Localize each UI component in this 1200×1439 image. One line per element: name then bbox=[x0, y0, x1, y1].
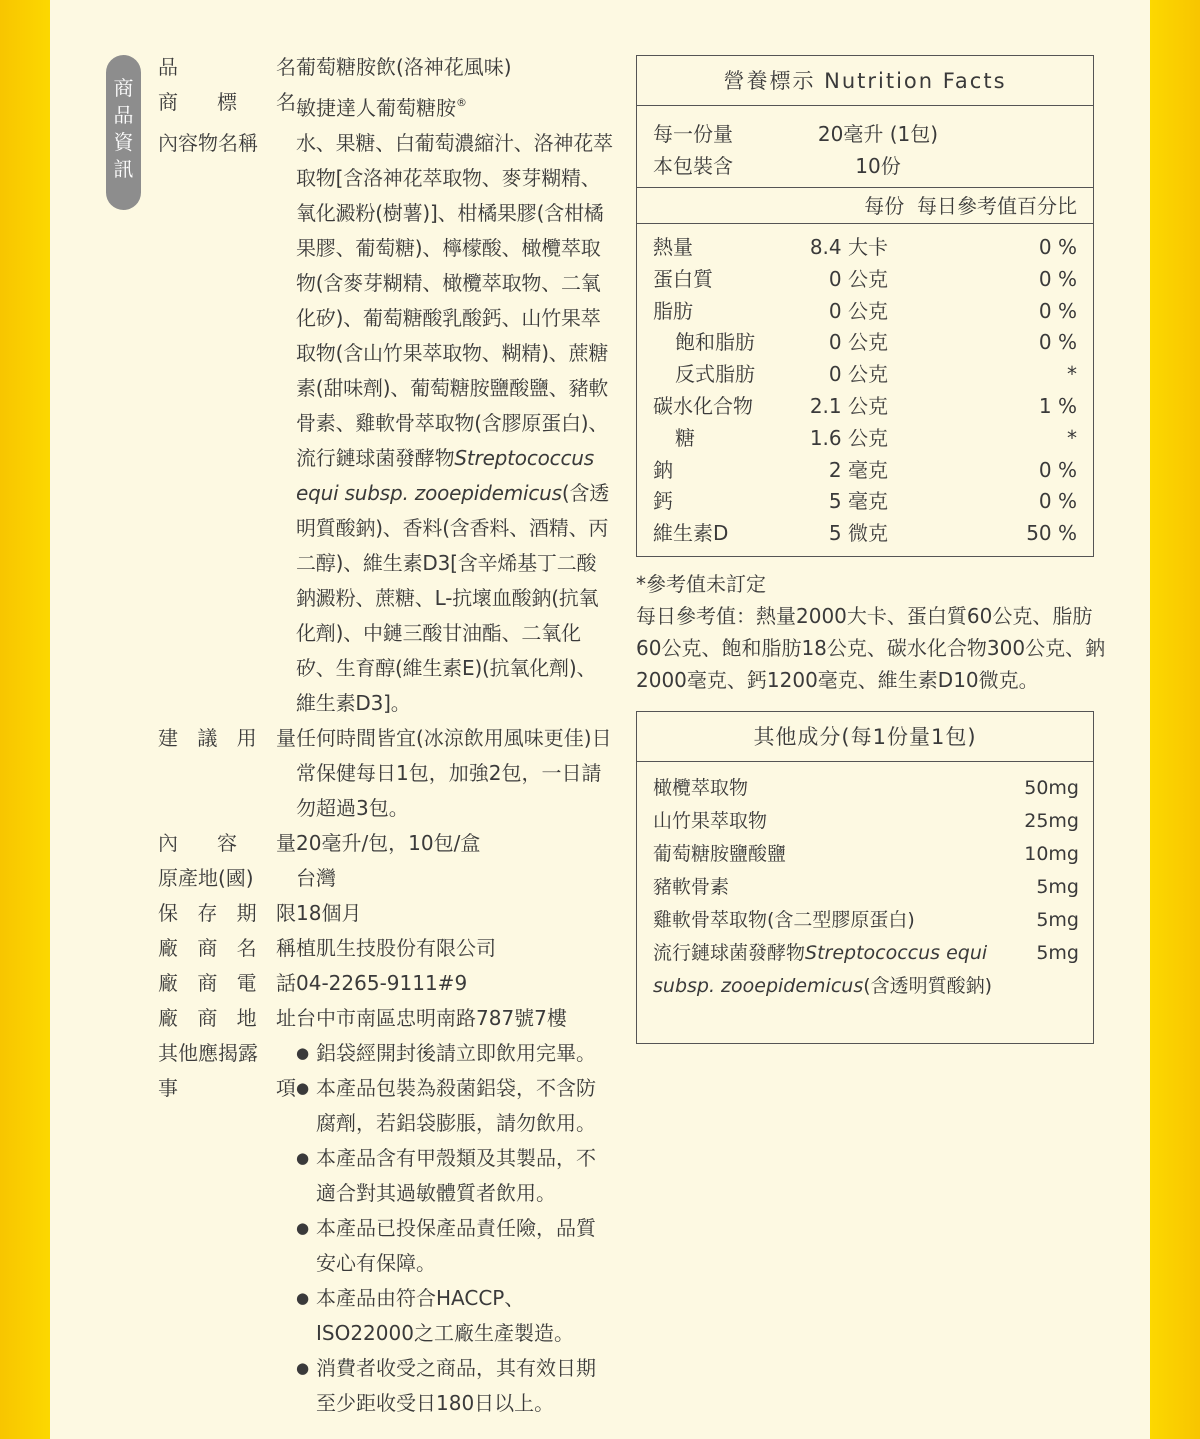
reference-note bbox=[636, 568, 1106, 696]
tag-char: 資 bbox=[113, 130, 134, 154]
label-char: 保 bbox=[158, 901, 178, 925]
label-char: 地 bbox=[236, 1006, 257, 1030]
info-label bbox=[158, 126, 296, 161]
info-value bbox=[296, 50, 613, 85]
nutrition-row bbox=[653, 327, 1077, 359]
other-ingredient-amount: 5mg bbox=[1036, 942, 1079, 964]
label-char: 原產地(國) bbox=[158, 866, 254, 890]
info-value-text: 台灣 bbox=[296, 866, 336, 890]
info-row bbox=[158, 50, 613, 85]
nutrient-daily-pct: 50 % bbox=[1026, 521, 1077, 546]
other-ingredients-rows bbox=[637, 762, 1093, 1003]
nutrition-row bbox=[653, 518, 1077, 550]
nutrient-amount: 0 公克 bbox=[828, 362, 888, 387]
other-ingredient-row bbox=[653, 904, 1079, 937]
tag-char: 品 bbox=[113, 103, 134, 127]
tag-char: 訊 bbox=[113, 157, 134, 181]
info-value bbox=[296, 1001, 613, 1036]
info-row bbox=[158, 126, 613, 721]
notice-item: ● 鋁袋經開封後請立即飲用完畢。 bbox=[296, 1036, 613, 1071]
other-ingredient-name bbox=[653, 904, 1009, 937]
nutrient-daily-pct: * bbox=[1067, 362, 1077, 387]
label-char: 限 bbox=[275, 901, 296, 925]
label-char: 話 bbox=[275, 971, 296, 995]
nutrition-rows bbox=[637, 224, 1093, 550]
other-ingredients-table bbox=[636, 711, 1094, 1044]
nutrient-name: 反式脂肪 bbox=[675, 362, 755, 387]
product-info-tag bbox=[106, 55, 141, 210]
label-char: 商 bbox=[197, 936, 218, 960]
servings-per-pack-value: 10份 bbox=[855, 154, 901, 178]
label-char: 事 bbox=[158, 1076, 178, 1100]
other-ingredient-row bbox=[653, 838, 1079, 871]
label-char: 名 bbox=[276, 90, 296, 114]
info-label bbox=[158, 85, 296, 120]
info-row bbox=[158, 896, 613, 931]
nutrient-name: 維生素D bbox=[653, 521, 729, 546]
nutrient-name: 脂肪 bbox=[653, 298, 693, 323]
label-char: 商 bbox=[197, 971, 218, 995]
label-char: 標 bbox=[217, 90, 237, 114]
label-char: 量 bbox=[275, 726, 296, 750]
info-value bbox=[296, 861, 613, 896]
label-char: 廠 bbox=[158, 1006, 178, 1030]
label-char: 電 bbox=[236, 971, 257, 995]
other-ingredient-name bbox=[653, 772, 1009, 805]
notice-item: ● 本產品包裝為殺菌鋁袋，不含防腐劑，若鋁袋膨脹，請勿飲用。 bbox=[296, 1071, 613, 1141]
nutrient-daily-pct: 0 % bbox=[1038, 298, 1077, 323]
info-value bbox=[296, 126, 613, 721]
left-yellow-border bbox=[0, 0, 50, 1439]
nutrient-daily-pct: 0 % bbox=[1038, 457, 1077, 482]
info-value-text: 18個月 bbox=[296, 901, 362, 925]
latin-name: Streptococcus equi subsp. zooepidemicus bbox=[296, 446, 594, 505]
nutrient-amount: 0 公克 bbox=[828, 298, 888, 323]
nutrient-name: 蛋白質 bbox=[653, 266, 713, 291]
label-char: 品 bbox=[158, 55, 178, 79]
servings-per-pack-label: 本包裝含 bbox=[653, 154, 733, 178]
label-char: 建 bbox=[158, 726, 178, 750]
info-row bbox=[158, 861, 613, 896]
ingredient-text-after: (含透明質酸鈉) bbox=[863, 975, 993, 997]
info-label bbox=[158, 826, 296, 861]
other-ingredient-amount: 50mg bbox=[1024, 777, 1079, 799]
info-value-text: 任何時間皆宜(冰涼飲用風味更佳)日常保健每日1包，加強2包，一日請勿超過3包。 bbox=[296, 726, 612, 820]
nutrient-name: 飽和脂肪 bbox=[675, 330, 755, 355]
info-row bbox=[158, 721, 613, 826]
info-value-text: 04-2265-9111#9 bbox=[296, 971, 468, 995]
nutrition-row bbox=[653, 391, 1077, 423]
label-char: 容 bbox=[217, 831, 237, 855]
other-ingredient-row bbox=[653, 871, 1079, 904]
nutrient-name: 碳水化合物 bbox=[653, 393, 753, 418]
ingredient-text: 豬軟骨素 bbox=[653, 876, 730, 898]
nutrient-amount: 2 毫克 bbox=[828, 457, 888, 482]
nutrition-row bbox=[653, 359, 1077, 391]
nutrient-daily-pct: 0 % bbox=[1038, 266, 1077, 291]
nutrient-amount: 0 公克 bbox=[828, 266, 888, 291]
label-char: 名 bbox=[276, 55, 296, 79]
nutrient-amount: 1.6 公克 bbox=[809, 425, 888, 450]
label-char: 存 bbox=[197, 901, 218, 925]
other-ingredient-amount: 5mg bbox=[1036, 909, 1079, 931]
nutrient-amount: 0 公克 bbox=[828, 330, 888, 355]
other-ingredient-amount: 25mg bbox=[1024, 810, 1079, 832]
info-label bbox=[158, 861, 296, 896]
other-ingredient-name bbox=[653, 937, 1009, 1003]
info-label bbox=[158, 1001, 296, 1036]
label-char: 期 bbox=[236, 901, 257, 925]
info-label bbox=[158, 931, 296, 966]
ingredient-text: 橄欖萃取物 bbox=[653, 777, 749, 799]
info-label bbox=[158, 966, 296, 1001]
ingredient-text: 葡萄糖胺鹽酸鹽 bbox=[653, 843, 787, 865]
nutrient-name: 鈉 bbox=[653, 457, 673, 482]
label-char: 內容物名稱 bbox=[158, 131, 258, 155]
nutrition-row bbox=[653, 264, 1077, 296]
label-char: 廠 bbox=[158, 936, 178, 960]
info-value-text: 敏捷達人葡萄糖胺 bbox=[296, 96, 456, 120]
label-char: 量 bbox=[276, 831, 296, 855]
notices-label-2 bbox=[158, 1071, 296, 1106]
nutrition-row bbox=[653, 486, 1077, 518]
info-value bbox=[296, 721, 613, 826]
nutrition-title: 營養標示 Nutrition Facts bbox=[637, 56, 1093, 106]
ingredient-text: 雞軟骨萃取物(含二型膠原蛋白) bbox=[653, 909, 915, 931]
info-value-text-after: (含透明質酸鈉)、香料(含香料、酒精、丙二醇)、維生素D3[含辛烯基丁二酸鈉澱粉、蔗糖、L-抗壞血酸鈉(抗氧化劑)、中鏈三酸甘油酯、二氧化矽、生育醇(維生素E)(抗氧化劑)、維生素D3]。 bbox=[296, 481, 610, 715]
nutrition-row bbox=[653, 455, 1077, 487]
info-row bbox=[158, 966, 613, 1001]
info-label bbox=[158, 721, 296, 756]
nutrition-row bbox=[653, 423, 1077, 455]
nutrition-facts-table bbox=[636, 55, 1094, 557]
registered-mark: ® bbox=[456, 96, 467, 109]
notices-label-1 bbox=[158, 1036, 296, 1071]
label-char: 名 bbox=[236, 936, 257, 960]
nutrient-name: 熱量 bbox=[653, 235, 693, 259]
label-char: 商 bbox=[197, 1006, 218, 1030]
other-ingredient-name bbox=[653, 838, 1009, 871]
info-value bbox=[296, 85, 613, 126]
serving-size-label: 每一份量 bbox=[653, 122, 733, 146]
notice-item: ● 本產品由符合HACCP、ISO22000之工廠生產製造。 bbox=[296, 1281, 613, 1351]
other-ingredient-row bbox=[653, 772, 1079, 805]
other-ingredients-title: 其他成分(每1份量1包) bbox=[637, 712, 1093, 762]
label-char: 議 bbox=[197, 726, 218, 750]
nutrition-row bbox=[653, 232, 1077, 264]
info-value-text: 葡萄糖胺飲(洛神花風味) bbox=[296, 55, 512, 79]
notice-item: ● 消費者收受之商品，其有效日期至少距收受日180日以上。 bbox=[296, 1351, 613, 1421]
nutrient-daily-pct: 1 % bbox=[1038, 393, 1077, 418]
info-value bbox=[296, 826, 613, 861]
nutrient-amount: 8.4 大卡 bbox=[809, 235, 888, 259]
label-char: 其他應揭露 bbox=[158, 1041, 258, 1065]
right-yellow-border bbox=[1150, 0, 1200, 1439]
nutrient-amount: 5 毫克 bbox=[828, 489, 888, 514]
info-label bbox=[158, 50, 296, 85]
reference-note-line1: *參考值未訂定 bbox=[636, 572, 766, 596]
ingredient-text: 山竹果萃取物 bbox=[653, 810, 768, 832]
nutrient-daily-pct: 0 % bbox=[1038, 330, 1077, 355]
notices-list bbox=[296, 1036, 613, 1421]
label-char: 項 bbox=[276, 1076, 296, 1100]
label-char: 用 bbox=[236, 726, 257, 750]
nutrient-name: 鈣 bbox=[653, 489, 673, 514]
info-label bbox=[158, 896, 296, 931]
other-ingredient-amount: 10mg bbox=[1024, 843, 1079, 865]
info-value-text: 20毫升/包，10包/盒 bbox=[296, 831, 481, 855]
info-value-text: 台中市南區忠明南路787號7樓 bbox=[296, 1006, 567, 1030]
notice-item: ● 本產品已投保產品責任險，品質安心有保障。 bbox=[296, 1211, 613, 1281]
nutrient-daily-pct: * bbox=[1067, 425, 1077, 450]
label-char: 址 bbox=[275, 1006, 296, 1030]
nutrient-name: 糖 bbox=[675, 425, 695, 450]
product-info-section bbox=[158, 50, 613, 1421]
nutrient-amount: 5 微克 bbox=[828, 521, 888, 546]
info-value-text: 植肌生技股份有限公司 bbox=[296, 936, 496, 960]
info-row bbox=[158, 826, 613, 861]
nutrient-daily-pct: 0 % bbox=[1038, 235, 1077, 259]
notices-row bbox=[158, 1036, 613, 1421]
info-row bbox=[158, 1001, 613, 1036]
serving-info bbox=[637, 106, 1093, 188]
reference-note-line2: 每日參考值：熱量2000大卡、蛋白質60公克、脂肪60公克、飽和脂肪18公克、碳水化合物300公克、鈉2000毫克、鈣1200毫克、維生素D10微克。 bbox=[636, 604, 1106, 692]
info-value bbox=[296, 966, 613, 1001]
info-value bbox=[296, 931, 613, 966]
nutrition-column-header: 每份 每日參考值百分比 bbox=[637, 188, 1093, 224]
nutrient-amount: 2.1 公克 bbox=[809, 393, 888, 418]
other-ingredient-row bbox=[653, 805, 1079, 838]
nutrient-daily-pct: 0 % bbox=[1038, 489, 1077, 514]
other-ingredient-amount: 5mg bbox=[1036, 876, 1079, 898]
info-value-text: 水、果糖、白葡萄濃縮汁、洛神花萃取物[含洛神花萃取物、麥芽糊精、氧化澱粉(樹薯)]、柑橘果膠(含柑橘果膠、葡萄糖)、檸檬酸、橄欖萃取物(含麥芽糊精、橄欖萃取物、二氧化矽)、葡萄糖酸乳酸鈣、山竹果萃取物(含山竹果萃取物、糊精)、蔗糖素(甜味劑)、葡萄糖胺鹽酸鹽、豬軟骨素、雞軟骨萃取物(含膠原蛋白)、流行鏈球菌發酵物 bbox=[296, 131, 613, 470]
notice-item: ● 本產品含有甲殼類及其製品，不適合對其過敏體質者飲用。 bbox=[296, 1141, 613, 1211]
label-char: 稱 bbox=[275, 936, 296, 960]
info-row bbox=[158, 85, 613, 126]
nutrition-row bbox=[653, 296, 1077, 328]
latin-name: Streptococcus equi subsp. zooepidemicus bbox=[653, 942, 988, 997]
other-ingredient-name bbox=[653, 871, 1009, 904]
other-ingredient-name bbox=[653, 805, 1009, 838]
info-value bbox=[296, 896, 613, 931]
label-char: 商 bbox=[158, 90, 178, 114]
other-ingredient-row bbox=[653, 937, 1079, 1003]
label-char: 內 bbox=[158, 831, 178, 855]
label-char: 廠 bbox=[158, 971, 178, 995]
tag-char: 商 bbox=[113, 76, 134, 100]
info-row bbox=[158, 931, 613, 966]
ingredient-text: 流行鏈球菌發酵物 bbox=[653, 942, 806, 964]
serving-size-value: 20毫升 (1包) bbox=[817, 122, 939, 146]
